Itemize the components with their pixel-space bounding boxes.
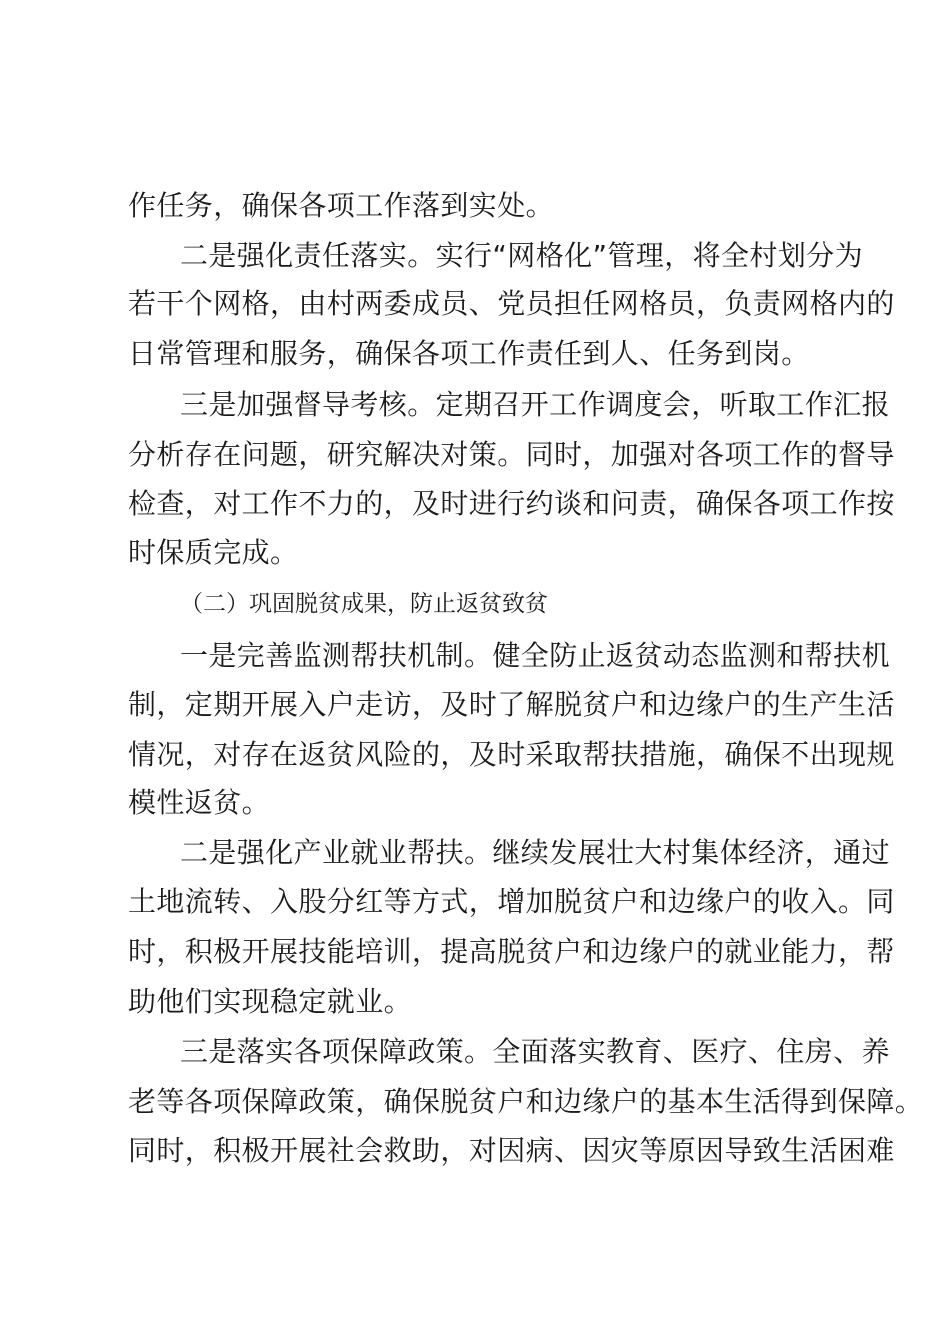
paragraph-first-line: 三是加强督导考核。定期召开工作调度会，听取工作汇报 bbox=[180, 388, 891, 421]
text-line: 时，积极开展技能培训，提高脱贫户和边缘户的就业能力，帮 bbox=[128, 935, 895, 968]
text-line: 助他们实现稳定就业。 bbox=[128, 985, 413, 1018]
paragraph-first-line: 二是强化责任落实。实行“网格化”管理，将全村划分为 bbox=[180, 239, 864, 272]
text-line: 时保质完成。 bbox=[128, 536, 299, 569]
paragraph-first-line: 一是完善监测帮扶机制。健全防止返贫动态监测和帮扶机 bbox=[180, 639, 891, 672]
text-line: 土地流转、入股分红等方式，增加脱贫户和边缘户的收入。同 bbox=[128, 885, 895, 918]
text-line: 日常管理和服务，确保各项工作责任到人、任务到岗。 bbox=[128, 337, 810, 370]
text-line: 同时，积极开展社会救助，对因病、因灾等原因导致生活困难 bbox=[128, 1134, 895, 1167]
text-line: 制，定期开展入户走访，及时了解脱贫户和边缘户的生产生活 bbox=[128, 688, 895, 721]
paragraph-first-line: 二是强化产业就业帮扶。继续发展壮大村集体经济，通过 bbox=[180, 836, 891, 869]
text-line: 模性返贫。 bbox=[128, 786, 271, 819]
section-heading: （二）巩固脱贫成果，防止返贫致贫 bbox=[180, 591, 548, 617]
text-line: 作任务，确保各项工作落到实处。 bbox=[128, 189, 555, 222]
text-line: 检查，对工作不力的，及时进行约谈和问责，确保各项工作按 bbox=[128, 487, 895, 520]
text-line: 情况，对存在返贫风险的，及时采取帮扶措施，确保不出现规 bbox=[128, 738, 895, 771]
paragraph-first-line: 三是落实各项保障政策。全面落实教育、医疗、住房、养 bbox=[180, 1035, 891, 1068]
text-line: 若干个网格，由村两委成员、党员担任网格员，负责网格内的 bbox=[128, 287, 895, 320]
text-line: 分析存在问题，研究解决对策。同时，加强对各项工作的督导 bbox=[128, 438, 895, 471]
text-line: 老等各项保障政策，确保脱贫户和边缘户的基本生活得到保障。 bbox=[128, 1085, 924, 1118]
